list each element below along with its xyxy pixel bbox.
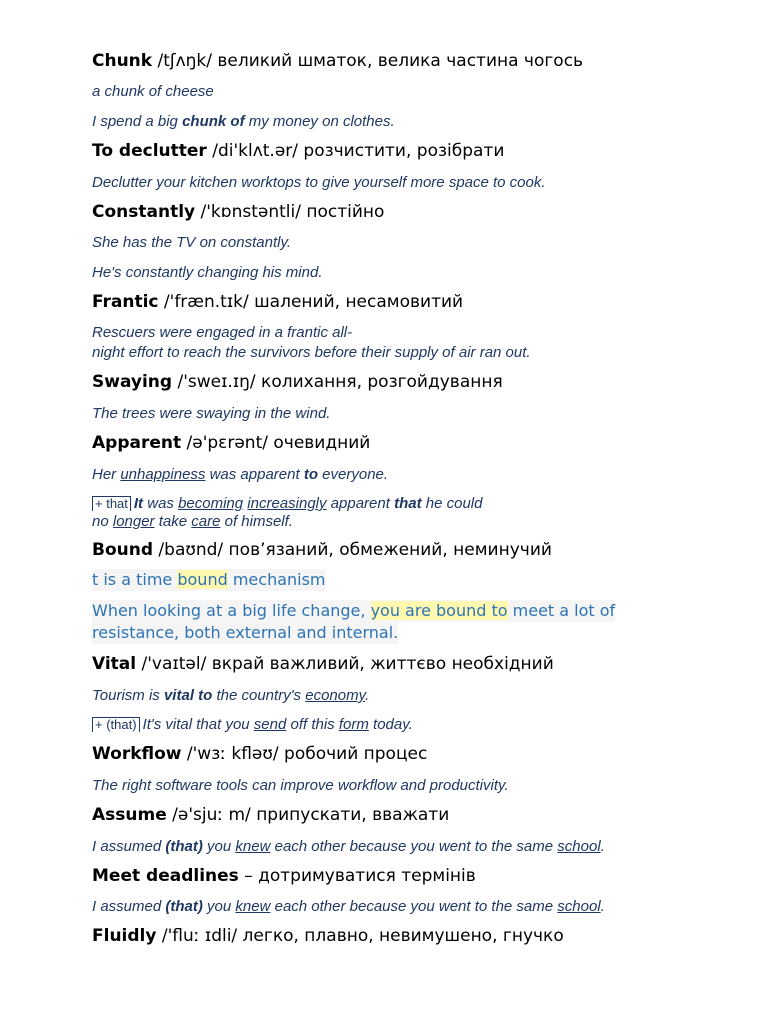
entry-definition: /'fluː ɪdli/ легко, плавно, невимушено, гнучко <box>156 926 564 946</box>
entry-workflow <box>92 743 427 765</box>
entry-definition: /tʃʌŋk/ великий шматок, велика частина чогось <box>152 51 584 71</box>
example-sentence: + that It was becoming increasingly apparent that he could <box>92 495 482 513</box>
entry-definition: /baʊnd/ пов’язаний, обмежений, неминучий <box>153 540 552 560</box>
entry-word: Workflow <box>92 744 182 764</box>
example-sentence: Tourism is vital to the country's economy. <box>92 687 370 704</box>
example-sentence: Rescuers were engaged in a frantic all- <box>92 324 353 341</box>
entry-definition: /'fræn.tɪk/ шалений, несамовитий <box>158 292 464 312</box>
entry-swaying <box>92 371 503 393</box>
entry-word: Assume <box>92 805 167 825</box>
entry-meet-deadlines <box>92 865 476 887</box>
example-sentence: I spend a big chunk of my money on clothes. <box>92 113 395 130</box>
entry-definition: – дотримуватися термінів <box>238 866 476 886</box>
entry-word: Meet deadlines <box>92 866 239 886</box>
entry-word: Chunk <box>92 51 153 71</box>
example-sentence: The right software tools can improve workflow and productivity. <box>92 777 509 794</box>
example-sentence: no longer take care of himself. <box>92 513 293 530</box>
entry-definition: /'wɜː kfləʊ/ робочий процес <box>181 744 428 764</box>
entry-frantic <box>92 291 463 313</box>
example-sentence: a chunk of cheese <box>92 83 214 100</box>
entry-word: Vital <box>92 654 137 674</box>
entry-definition: /di'klʌt.ər/ розчистити, розібрати <box>206 141 505 161</box>
example-sentence-highlighted: When looking at a big life change, you are bound to meet a lot of <box>92 601 616 620</box>
entry-assume <box>92 804 449 826</box>
grammar-tag: + (that) <box>92 717 140 732</box>
entry-word: Bound <box>92 540 154 560</box>
entry-definition: /'vaɪtəl/ вкрай важливий, життєво необхідний <box>136 654 554 674</box>
entry-word: Swaying <box>92 372 173 392</box>
entry-declutter <box>92 140 504 162</box>
entry-vital <box>92 653 554 675</box>
example-sentence: She has the TV on constantly. <box>92 234 292 251</box>
entry-word: To declutter <box>92 141 207 161</box>
entry-definition: /ə'sjuː m/ припускати, вважати <box>166 805 450 825</box>
entry-word: Frantic <box>92 292 159 312</box>
entry-apparent <box>92 432 370 454</box>
example-sentence: + (that) It's vital that you send off this form today. <box>92 716 413 734</box>
entry-constantly <box>92 201 384 223</box>
example-sentence-highlighted: t is a time bound mechanism <box>92 570 326 589</box>
entry-definition: /'kɒnstəntli/ постійно <box>195 202 385 222</box>
grammar-tag: + that <box>92 496 131 511</box>
example-sentence: Her unhappiness was apparent to everyone. <box>92 466 389 483</box>
example-sentence: I assumed (that) you knew each other because you went to the same school. <box>92 838 605 855</box>
entry-definition: /'sweɪ.ɪŋ/ колихання, розгойдування <box>172 372 503 392</box>
entry-fluidly <box>92 925 564 947</box>
example-sentence: Declutter your kitchen worktops to give yourself more space to cook. <box>92 174 546 191</box>
entry-chunk <box>92 50 583 72</box>
example-sentence: He's constantly changing his mind. <box>92 264 323 281</box>
entry-word: Apparent <box>92 433 182 453</box>
example-sentence-highlighted: resistance, both external and internal. <box>92 623 399 642</box>
example-sentence: night effort to reach the survivors before their supply of air ran out. <box>92 344 531 361</box>
entry-definition: /ə'pɛrənt/ очевидний <box>181 433 371 453</box>
entry-word: Fluidly <box>92 926 157 946</box>
example-sentence: I assumed (that) you knew each other because you went to the same school. <box>92 898 605 915</box>
entry-word: Constantly <box>92 202 196 222</box>
example-sentence: The trees were swaying in the wind. <box>92 405 331 422</box>
entry-bound <box>92 539 552 561</box>
